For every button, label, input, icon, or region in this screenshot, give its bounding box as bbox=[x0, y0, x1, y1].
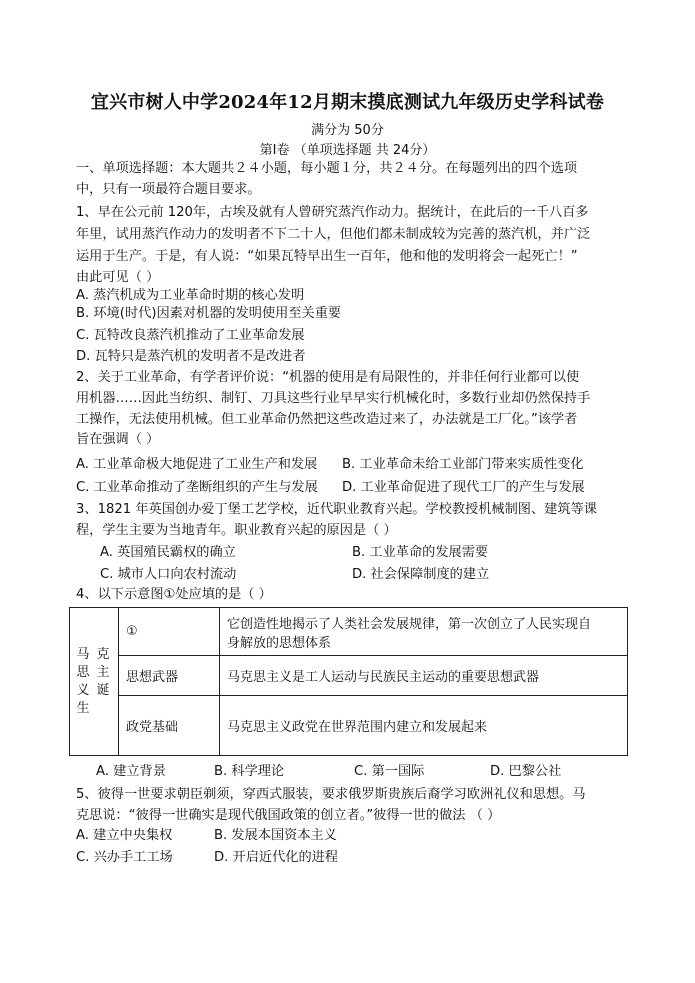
q1-option-a[interactable]: A. 蒸汽机成为工业革命时期的核心发明 bbox=[76, 288, 305, 303]
q3-option-a[interactable]: A. 英国殖民霸权的确立 bbox=[100, 545, 236, 560]
q5-stem-line: 5、彼得一世要求朝臣剃须，穿西式服装，要求俄罗斯贵族后裔学习欧洲礼仪和思想。马 bbox=[76, 787, 586, 802]
exam-title: 宜兴市树人中学2024年12月期末摸底测试九年级历史学科试卷 bbox=[90, 92, 605, 113]
q2-stem-line: 旨在强调（ ） bbox=[76, 432, 160, 447]
full-score: 满分为 50分 bbox=[311, 123, 384, 138]
q4-option-d[interactable]: D. 巴黎公社 bbox=[490, 764, 562, 779]
q2-option-a[interactable]: A. 工业革命极大地促进了工业生产和发展 bbox=[76, 457, 318, 472]
q1-option-d[interactable]: D. 瓦特只是蒸汽机的发明者不是改进者 bbox=[76, 349, 306, 364]
diagram-text bbox=[220, 608, 628, 656]
instructions-line: 一、单项选择题：本大题共２４小题，每小题１分，共２４分。在每题列出的四个选项 bbox=[76, 161, 578, 176]
q2-stem-line: 用机器……因此当纺织、制钉、刀具这些行业早早实行机械化时，多数行业却仍然保持手 bbox=[76, 391, 591, 406]
q5-stem-line: 克思说：“彼得一世确实是现代俄国政策的创立者。”彼得一世的做法 （ ） bbox=[76, 808, 501, 823]
q1-option-c[interactable]: C. 瓦特改良蒸汽机推动了工业革命发展 bbox=[76, 328, 305, 343]
q3-stem-line: 程，学生主要为当地青年。职业教育兴起的原因是（ ） bbox=[76, 523, 397, 538]
q3-option-c[interactable]: C. 城市人口向农村流动 bbox=[100, 567, 237, 582]
diagram-text bbox=[220, 656, 628, 696]
diagram-text-line: 身解放的思想体系 bbox=[227, 635, 332, 651]
q1-stem-line: 运用于生产。于是，有人说：“如果瓦特早出生一百年，他和他的发明将会一起死亡！” bbox=[76, 249, 578, 264]
diagram-category: 思想武器 bbox=[119, 656, 220, 696]
q1-stem-line: 1、早在公元前 120年，古埃及就有人曾研究蒸汽作动力。据统计，在此后的一千八百多 bbox=[76, 205, 589, 220]
q1-stem-line: 由此可见（ ） bbox=[76, 270, 160, 285]
q4-option-c[interactable]: C. 第一国际 bbox=[354, 764, 425, 779]
q5-option-c[interactable]: C. 兴办手工工场 bbox=[76, 850, 173, 865]
q5-option-a[interactable]: A. 建立中央集权 bbox=[76, 828, 173, 843]
q4-option-a[interactable]: A. 建立背景 bbox=[96, 764, 166, 779]
label-char: 生 bbox=[76, 700, 90, 716]
diagram-text-line: 它创造性地揭示了人类社会发展规律，第一次创立了人民实现自 bbox=[227, 616, 592, 632]
q1-option-b[interactable]: B. 环境(时代)因素对机器的发明使用至关重要 bbox=[76, 306, 342, 321]
q4-stem: 4、以下示意图①处应填的是（ ） bbox=[76, 587, 272, 602]
q4-option-b[interactable]: B. 科学理论 bbox=[214, 764, 285, 779]
label-char: 主 bbox=[96, 664, 110, 680]
label-char: 思 bbox=[76, 664, 90, 680]
q5-option-d[interactable]: D. 开启近代化的进程 bbox=[214, 850, 339, 865]
label-char bbox=[94, 700, 112, 718]
marxism-diagram-table bbox=[69, 607, 628, 756]
q5-option-b[interactable]: B. 发展本国资本主义 bbox=[214, 828, 337, 843]
q2-stem-line: 2、关于工业革命，有学者评价说：“机器的使用是有局限性的，并非任何行业都可以使 bbox=[76, 370, 580, 385]
q2-option-b[interactable]: B. 工业革命未给工业部门带来实质性变化 bbox=[342, 457, 584, 472]
diagram-category-blank: ① bbox=[119, 608, 220, 656]
q3-stem-line: 3、1821 年英国创办爱丁堡工艺学校，近代职业教育兴起。学校教授机械制图、建筑等课 bbox=[76, 502, 597, 517]
label-char: 克 bbox=[96, 646, 110, 662]
label-char: 义 bbox=[76, 682, 90, 698]
q2-stem-line: 工操作，无法使用机械。但工业革命仍然把这些改造过来了，办法就是工厂化。”该学者 bbox=[76, 412, 578, 427]
label-char: 马 bbox=[76, 646, 90, 662]
diagram-category: 政党基础 bbox=[119, 696, 220, 756]
diagram-label-marxism-birth bbox=[70, 608, 119, 756]
volume-heading: 第Ⅰ卷 （单项选择题 共 24分） bbox=[259, 143, 436, 158]
diagram-text bbox=[220, 696, 628, 756]
q1-stem-line: 年里，试用蒸汽作动力的发明者不下二十人，但他们都未制成较为完善的蒸汽机，并广泛 bbox=[76, 227, 591, 242]
q3-option-b[interactable]: B. 工业革命的发展需要 bbox=[352, 545, 489, 560]
diagram-text-line: 马克思主义政党在世界范围内建立和发展起来 bbox=[227, 720, 488, 735]
q3-option-d[interactable]: D. 社会保障制度的建立 bbox=[352, 567, 490, 582]
diagram-text-line: 马克思主义是工人运动与民族民主运动的重要思想武器 bbox=[227, 670, 540, 685]
label-char: 诞 bbox=[96, 682, 110, 698]
q2-option-d[interactable]: D. 工业革命促进了现代工厂的产生与发展 bbox=[342, 480, 585, 495]
q2-option-c[interactable]: C. 工业革命推动了垄断组织的产生与发展 bbox=[76, 480, 318, 495]
instructions-line: 中，只有一项最符合题目要求。 bbox=[76, 182, 261, 197]
